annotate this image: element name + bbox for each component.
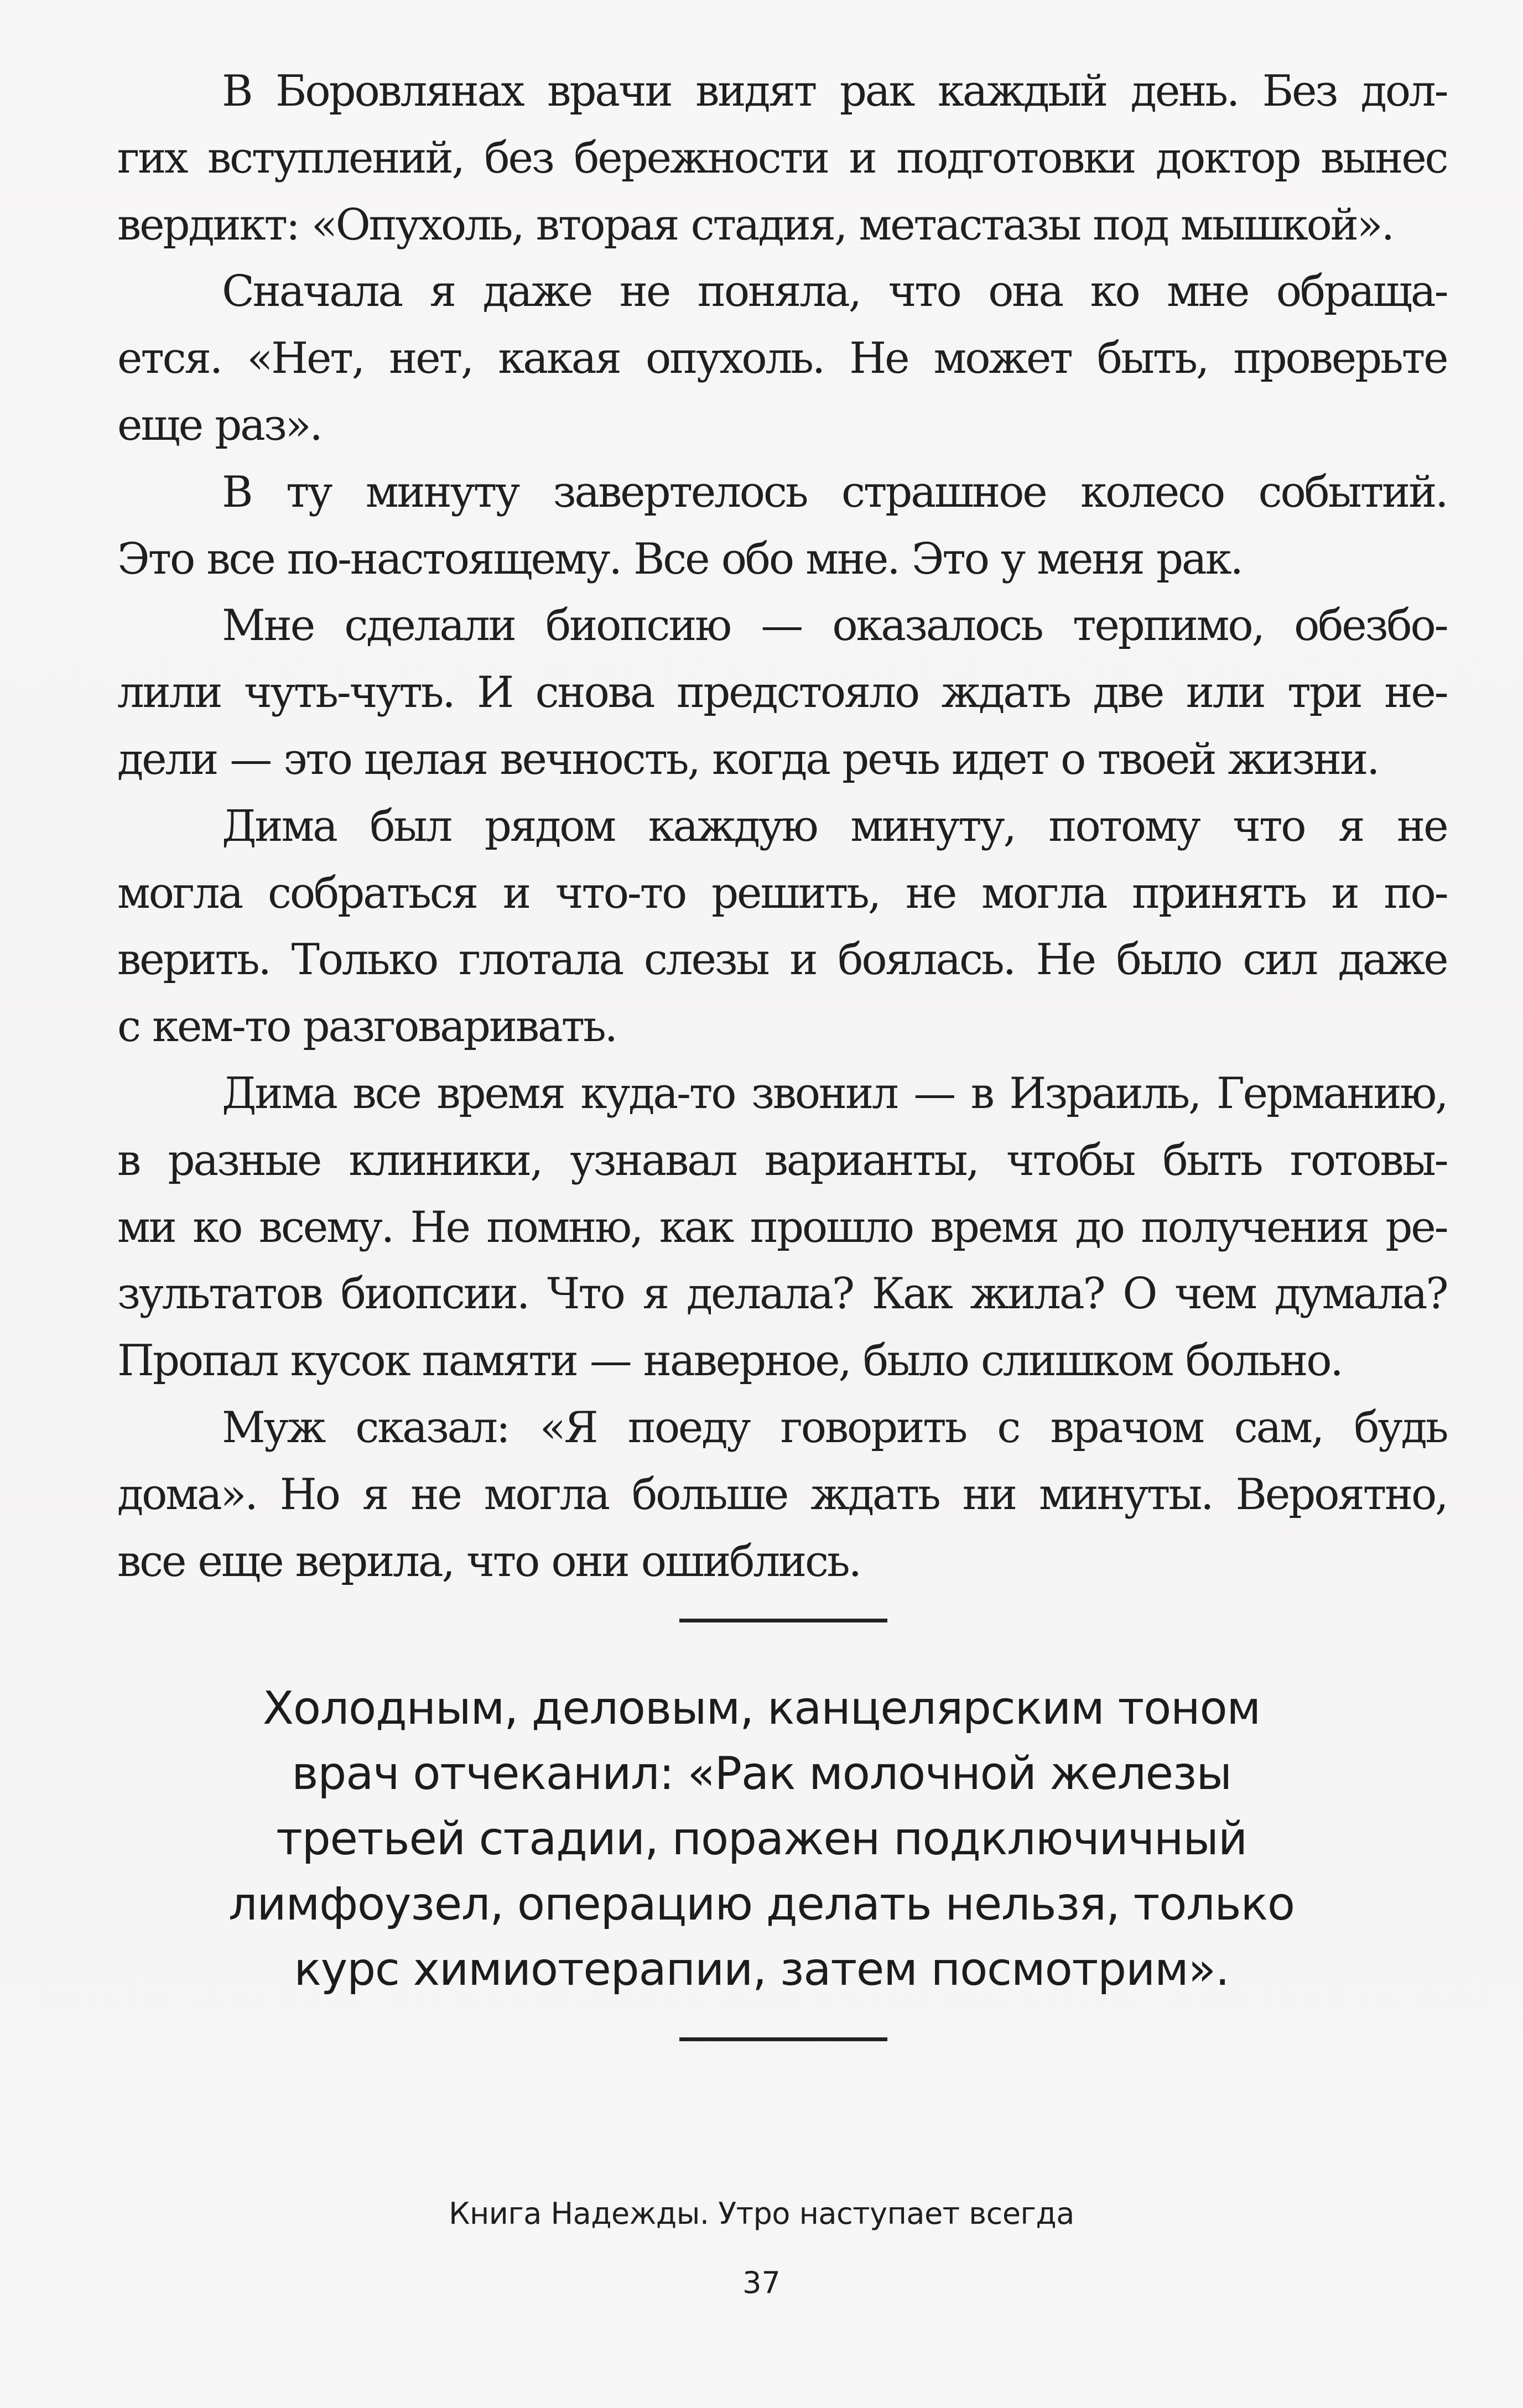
body-line: могла собраться и что-то решить, не могла принять и по- bbox=[117, 868, 1447, 918]
body-line: Мне сделали биопсию — оказалось терпимо, обезбо- bbox=[222, 601, 1447, 651]
body-line: еще раз». bbox=[117, 400, 321, 450]
body-line: ется. «Нет, нет, какая опухоль. Не может быть, проверьте bbox=[117, 334, 1447, 384]
pullquote-line: лимфоузел, операцию делать нельзя, только bbox=[228, 1878, 1295, 1931]
body-line: Дима был рядом каждую минуту, потому что я не bbox=[222, 801, 1447, 851]
body-line: в разные клиники, узнавал варианты, чтобы быть готовы- bbox=[117, 1135, 1447, 1185]
body-line: Пропал кусок памяти — наверное, было слишком больно. bbox=[117, 1336, 1342, 1386]
body-line: дели — это целая вечность, когда речь идет о твоей жизни. bbox=[117, 734, 1379, 784]
body-line: В ту минуту завертелось страшное колесо событий. bbox=[222, 467, 1447, 517]
body-line: все еще верила, что они ошиблись. bbox=[117, 1536, 860, 1587]
body-line: В Боровлянах врачи видят рак каждый день. Без дол- bbox=[222, 66, 1447, 116]
body-line: вердикт: «Опухоль, вторая стадия, метастазы под мышкой». bbox=[117, 200, 1393, 250]
body-text bbox=[117, 58, 1447, 1595]
running-footer-book-title: Книга Надежды. Утро наступает всегда bbox=[449, 2196, 1074, 2231]
body-line: гих вступлений, без бережности и подготовки доктор вынес bbox=[117, 133, 1447, 183]
body-line: Это все по-настоящему. Все обо мне. Это у меня рак. bbox=[117, 534, 1242, 584]
body-line: с кем-то разговаривать. bbox=[117, 1002, 616, 1052]
body-line: Сначала я даже не поняла, что она ко мне обраща- bbox=[222, 267, 1447, 317]
pullquote-line: Холодным, деловым, канцелярским тоном bbox=[262, 1682, 1261, 1735]
body-line: дома». Но я не могла больше ждать ни минуты. Вероятно, bbox=[117, 1469, 1447, 1520]
body-line: верить. Только глотала слезы и боялась. Не было сил даже bbox=[117, 935, 1447, 985]
body-line: зультатов биопсии. Что я делала? Как жила? О чем думала? bbox=[117, 1269, 1447, 1319]
body-line: Дима все время куда-то звонил — в Израиль, Германию, bbox=[222, 1068, 1447, 1119]
body-line: Муж сказал: «Я поеду говорить с врачом сам, будь bbox=[222, 1402, 1447, 1453]
pullquote-line: врач отчеканил: «Рак молочной железы bbox=[292, 1748, 1231, 1800]
body-line: лили чуть-чуть. И снова предстояло ждать две или три не- bbox=[117, 668, 1447, 718]
pullquote-line: третьей стадии, поражен подключичный bbox=[276, 1813, 1247, 1865]
pullquote-line: курс химиотерапии, затем посмотрим». bbox=[294, 1943, 1229, 1996]
pullquote-top-divider bbox=[679, 1619, 887, 1622]
pullquote-bottom-divider bbox=[679, 2037, 887, 2041]
pullquote bbox=[0, 1676, 1523, 2003]
page-number: 37 bbox=[742, 2265, 781, 2300]
body-line: ми ко всему. Не помню, как прошло время до получения ре- bbox=[117, 1202, 1447, 1252]
